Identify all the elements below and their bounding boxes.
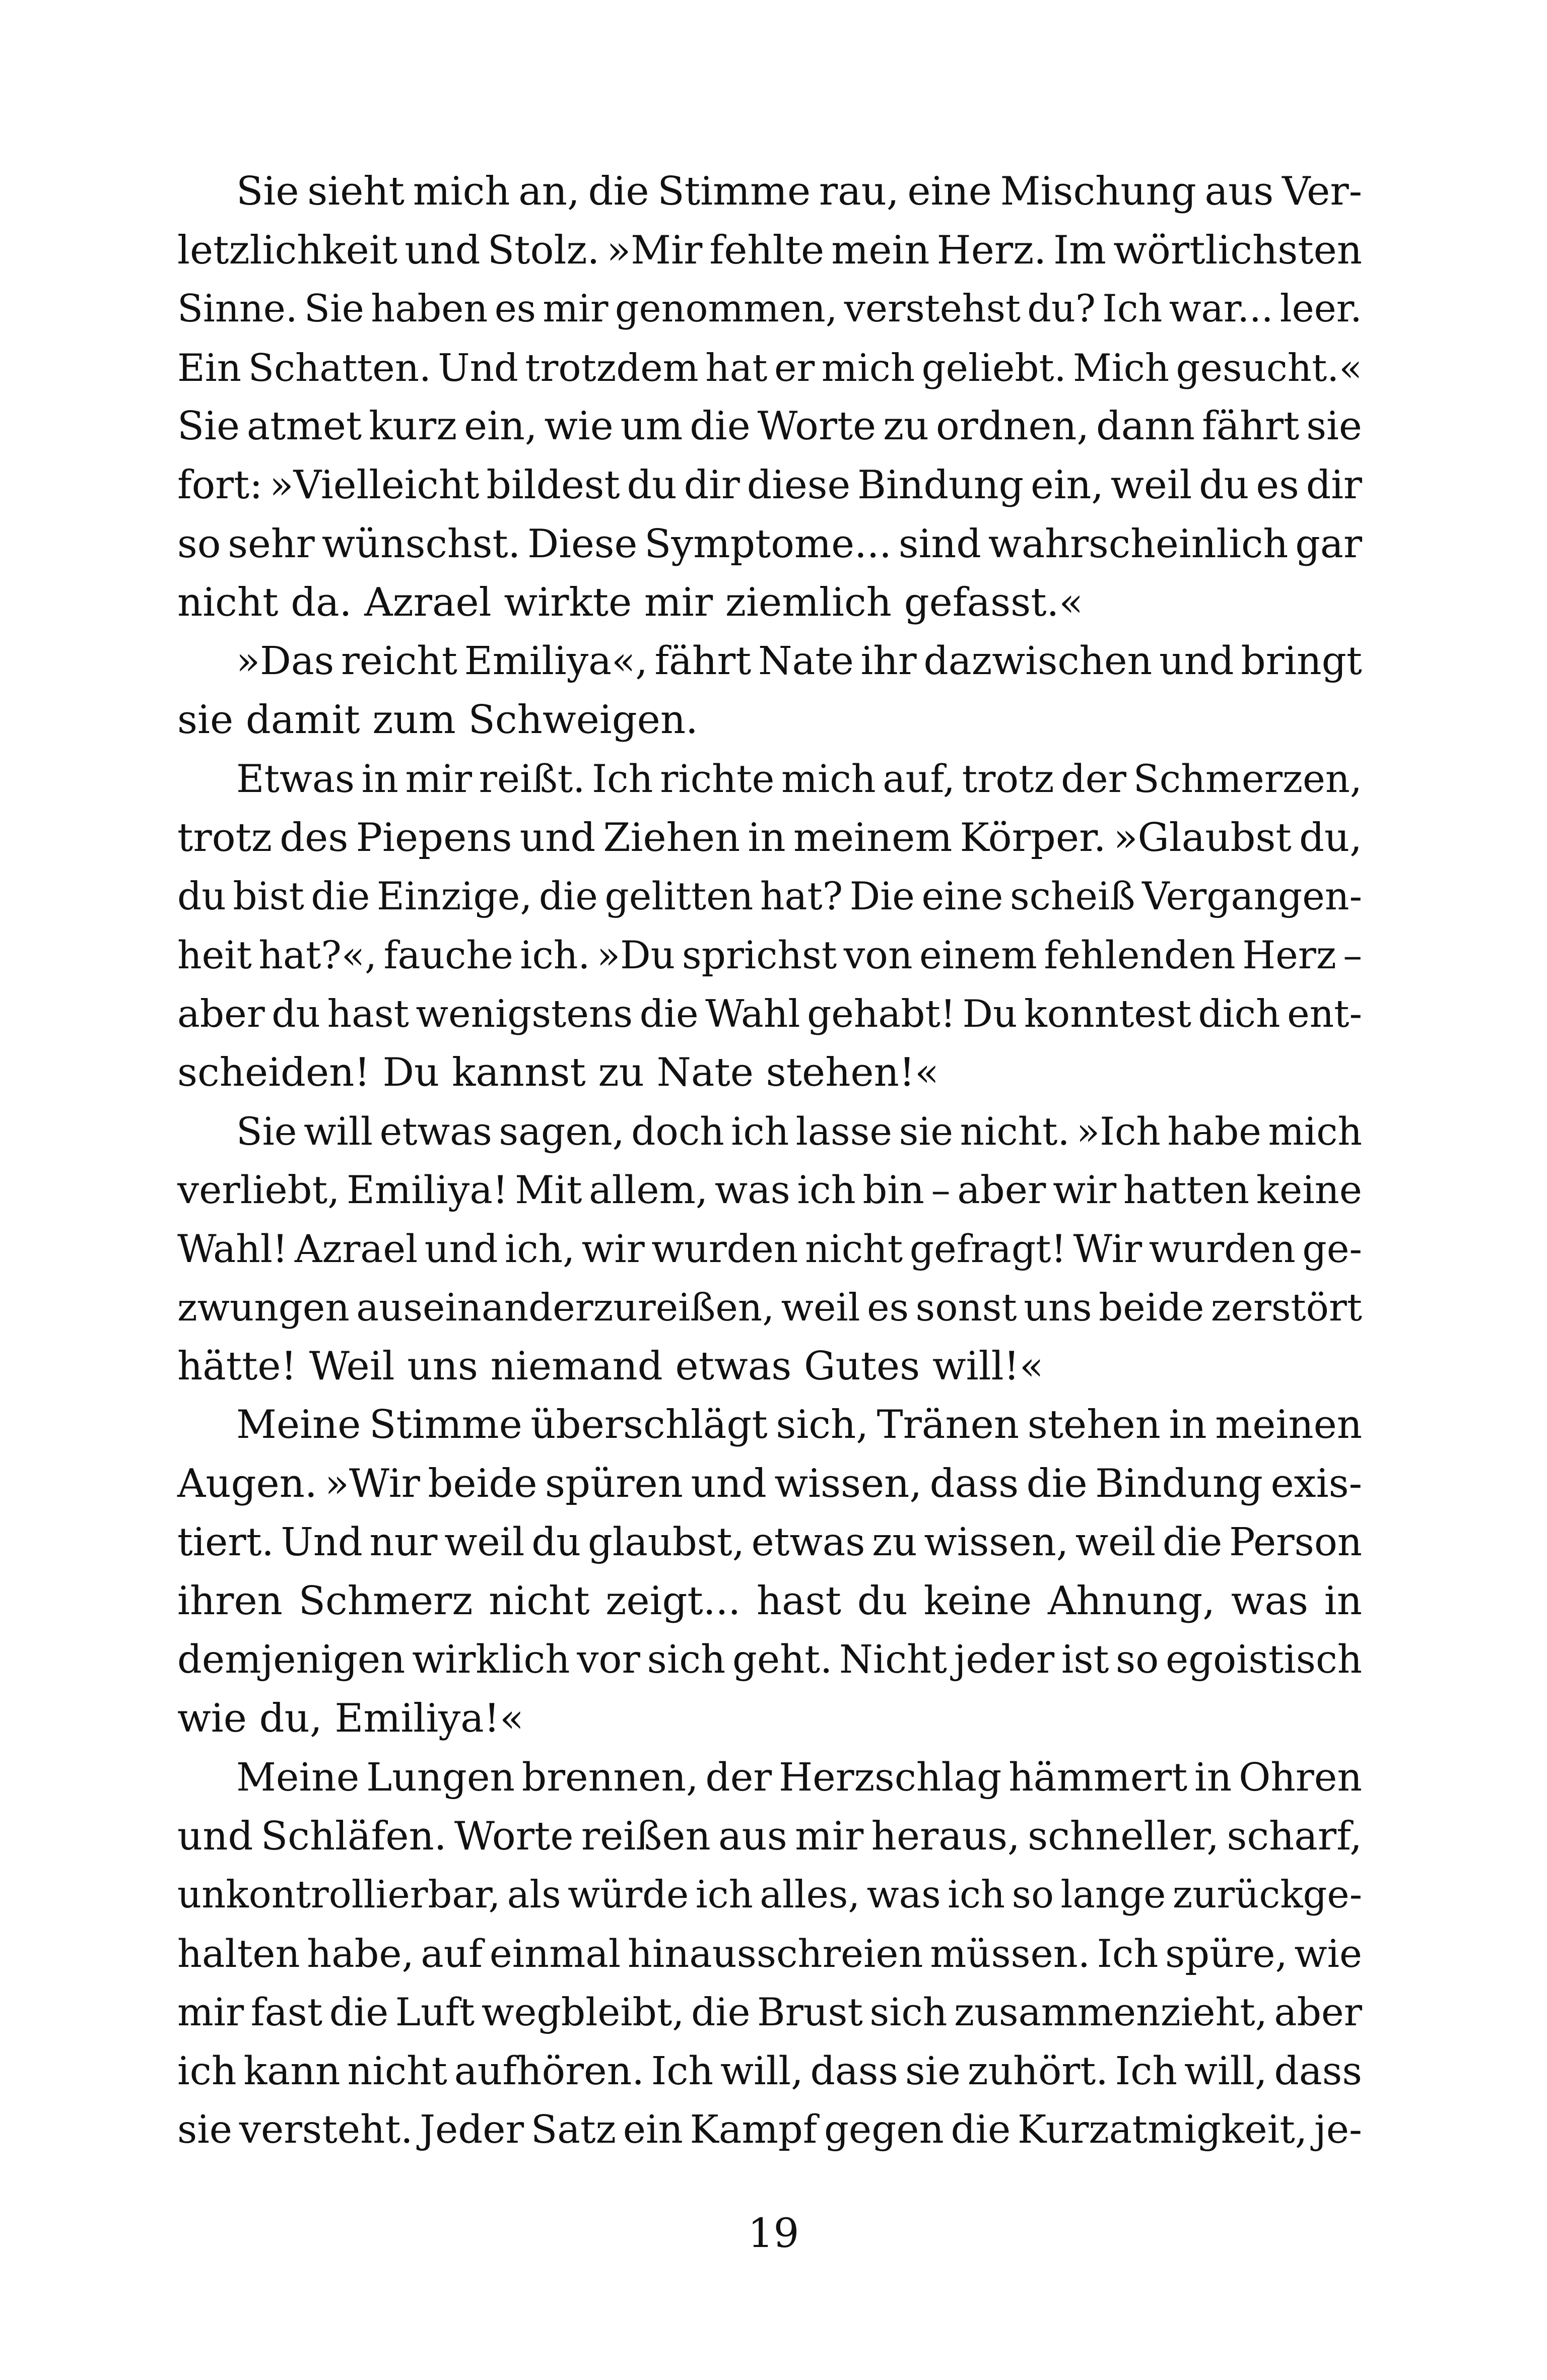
text-line: Wahl! Azrael und ich, wir wurden nicht gefragt! Wir wurden ge-: [177, 1226, 1362, 1271]
text-line: unkontrollierbar, als würde ich alles, was ich so lange zurückge-: [177, 1873, 1362, 1917]
text-line: wie du, Emiliya!«: [177, 1696, 524, 1742]
text-line: heit hat?«, fauche ich. »Du sprichst von einem fehlenden Herz –: [177, 933, 1362, 977]
text-line: Sie will etwas sagen, doch ich lasse sie nicht. »Ich habe mich: [236, 1109, 1362, 1154]
text-line: Etwas in mir reißt. Ich richte mich auf, trotz der Schmerzen,: [236, 756, 1362, 801]
text-line: und Schläfen. Worte reißen aus mir heraus, schneller, scharf,: [177, 1813, 1362, 1859]
text-line: fort: »Vielleicht bildest du dir diese Bindung ein, weil du es dir: [177, 462, 1362, 508]
text-line: sie damit zum Schweigen.: [177, 697, 698, 743]
text-line: Sie atmet kurz ein, wie um die Worte zu ordnen, dann fährt sie: [177, 404, 1362, 449]
text-line: Augen. »Wir beide spüren und wissen, dass die Bindung exis-: [177, 1461, 1362, 1507]
text-line: aber du hast wenigstens die Wahl gehabt! Du konntest dich ent-: [177, 991, 1362, 1036]
text-line: verliebt, Emiliya! Mit allem, was ich bin – aber wir hatten keine: [177, 1167, 1362, 1213]
text-line: ihren Schmerz nicht zeigt... hast du keine Ahnung, was in: [177, 1578, 1362, 1624]
text-line: so sehr wünschst. Diese Symptome... sind wahrscheinlich gar: [177, 521, 1362, 567]
text-line: Sinne. Sie haben es mir genommen, verstehst du? Ich war... leer.: [177, 287, 1362, 331]
text-line: Meine Lungen brennen, der Herzschlag hämmert in Ohren: [236, 1755, 1362, 1801]
body-text: [177, 162, 1362, 2159]
text-line: mir fast die Luft wegbleibt, die Brust sich zusammenzieht, aber: [177, 1990, 1362, 2035]
text-line: Ein Schatten. Und trotzdem hat er mich geliebt. Mich gesucht.«: [177, 345, 1362, 390]
text-line: hätte! Weil uns niemand etwas Gutes will!«: [177, 1343, 1044, 1389]
text-line: scheiden! Du kannst zu Nate stehen!«: [177, 1049, 939, 1095]
text-line: nicht da. Azrael wirkte mir ziemlich gefasst.«: [177, 580, 1084, 626]
page-number: 19: [748, 2210, 799, 2257]
text-line: zwungen auseinanderzureißen, weil es sonst uns beide zerstört: [177, 1285, 1362, 1330]
text-line: letzlichkeit und Stolz. »Mir fehlte mein Herz. Im wörtlichsten: [177, 227, 1362, 273]
text-line: Meine Stimme überschlägt sich, Tränen stehen in meinen: [236, 1402, 1362, 1448]
text-line: sie versteht. Jeder Satz ein Kampf gegen die Kurzatmigkeit, je-: [177, 2107, 1362, 2152]
text-line: tiert. Und nur weil du glaubst, etwas zu wissen, weil die Person: [177, 1519, 1362, 1565]
text-line: trotz des Piepens und Ziehen in meinem Körper. »Glaubst du,: [177, 815, 1362, 861]
text-line: ich kann nicht aufhören. Ich will, dass sie zuhört. Ich will, dass: [177, 2048, 1362, 2094]
text-line: »Das reicht Emiliya«, fährt Nate ihr dazwischen und bringt: [236, 638, 1362, 684]
text-line: Sie sieht mich an, die Stimme rau, eine Mischung aus Ver-: [236, 169, 1362, 214]
text-line: halten habe, auf einmal hinausschreien müssen. Ich spüre, wie: [177, 1931, 1362, 1976]
text-line: du bist die Einzige, die gelitten hat? Die eine scheiß Vergangen-: [177, 874, 1362, 919]
text-line: demjenigen wirklich vor sich geht. Nicht jeder ist so egoistisch: [177, 1637, 1362, 1682]
